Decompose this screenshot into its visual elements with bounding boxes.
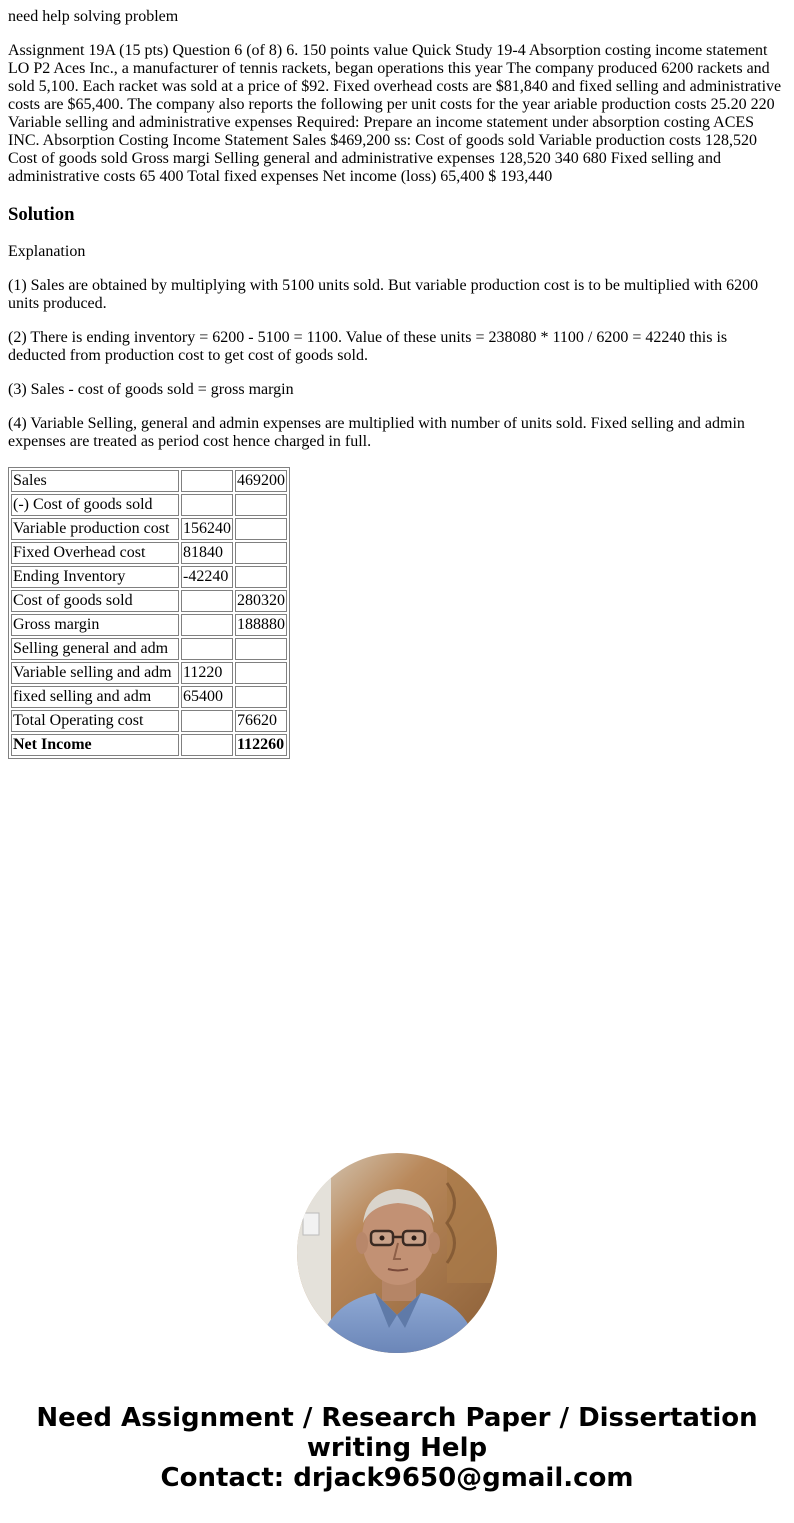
table-cell: 188880 [235, 614, 287, 636]
promo-contact-line: Contact: drjack9650@gmail.com [160, 1463, 634, 1493]
table-cell [235, 518, 287, 540]
table-cell: Variable production cost [11, 518, 179, 540]
table-row [11, 518, 287, 540]
table-row [11, 470, 287, 492]
question-title: need help solving problem [8, 8, 179, 25]
table-cell: 280320 [235, 590, 287, 612]
table-cell [235, 662, 287, 684]
table-cell: (-) Cost of goods sold [11, 494, 179, 516]
table-row [11, 686, 287, 708]
explanation-point-2: (2) There is ending inventory = 6200 - 5100 = 1100. Value of these units = 238080 * 1100 / 6200 = 42240 this is deducted from production cost to get cost of goods sold. [8, 329, 728, 364]
income-statement-table [8, 467, 290, 759]
table-row [11, 614, 287, 636]
promo-banner [0, 1403, 794, 1493]
table-cell [181, 638, 233, 660]
table-cell [181, 734, 233, 756]
table-cell [181, 590, 233, 612]
table-row [11, 662, 287, 684]
table-cell: Sales [11, 470, 179, 492]
table-cell: Selling general and adm [11, 638, 179, 660]
explanation-point-4: (4) Variable Selling, general and admin expenses are multiplied with number of units sold. Fixed selling and admin expenses are treated as period cost hence charged in full. [8, 415, 745, 450]
table-cell: 81840 [181, 542, 233, 564]
table-cell: Gross margin [11, 614, 179, 636]
table-cell: Variable selling and adm [11, 662, 179, 684]
solution-heading: Solution [8, 204, 75, 225]
table-cell: -42240 [181, 566, 233, 588]
explanation-label: Explanation [8, 243, 86, 260]
table-row [11, 566, 287, 588]
table-cell: 112260 [235, 734, 287, 756]
table-cell [235, 542, 287, 564]
table-cell: 76620 [235, 710, 287, 732]
table-row-total [11, 734, 287, 756]
table-cell: Total Operating cost [11, 710, 179, 732]
question-body: Assignment 19A (15 pts) Question 6 (of 8) 6. 150 points value Quick Study 19-4 Absorption costing income statement LO P2 Aces Inc., a manufacturer of tennis rackets, began operations this year The company produced 6200 rackets and sold 5,100. Each racket was sold at a price of $92. Fixed overhead costs are $81,840 and fixed selling and administrative costs are $65,400. The company also reports the following per unit costs for the year ariable production costs 25.20 220 Variable selling and administrative expenses Required: Prepare an income statement under absorption costing ACES INC. Absorption Costing Income Statement Sales $469,200 ss: Cost of goods sold Variable production costs 128,520 Cost of goods sold Gross margi Selling general and administrative expenses 128,520 340 680 Fixed selling and administrative costs 65 400 Total fixed expenses Net income (loss) 65,400 $ 193,440 [8, 42, 782, 185]
table-cell [181, 494, 233, 516]
table-cell [181, 614, 233, 636]
table-cell: Ending Inventory [11, 566, 179, 588]
table-cell: 156240 [181, 518, 233, 540]
table-cell: fixed selling and adm [11, 686, 179, 708]
table-cell: Cost of goods sold [11, 590, 179, 612]
table-row [11, 494, 287, 516]
table-row [11, 710, 287, 732]
table-row [11, 542, 287, 564]
table-row [11, 590, 287, 612]
table-cell [235, 686, 287, 708]
author-portrait-image [297, 1153, 497, 1353]
author-photo [297, 1153, 497, 1353]
table-cell [235, 566, 287, 588]
explanation-point-1: (1) Sales are obtained by multiplying with 5100 units sold. But variable production cost is to be multiplied with 6200 units produced. [8, 277, 759, 312]
table-cell: Fixed Overhead cost [11, 542, 179, 564]
table-cell [235, 638, 287, 660]
table-cell [181, 710, 233, 732]
table-cell [181, 470, 233, 492]
page-content [0, 0, 794, 759]
table-cell [235, 494, 287, 516]
promo-line-2: writing Help [306, 1433, 488, 1463]
table-cell: 469200 [235, 470, 287, 492]
table-row [11, 638, 287, 660]
table-cell: Net Income [11, 734, 179, 756]
table-cell: 65400 [181, 686, 233, 708]
explanation-point-3: (3) Sales - cost of goods sold = gross margin [8, 381, 294, 398]
table-cell: 11220 [181, 662, 233, 684]
promo-line-1: Need Assignment / Research Paper / Dissertation [36, 1403, 758, 1433]
